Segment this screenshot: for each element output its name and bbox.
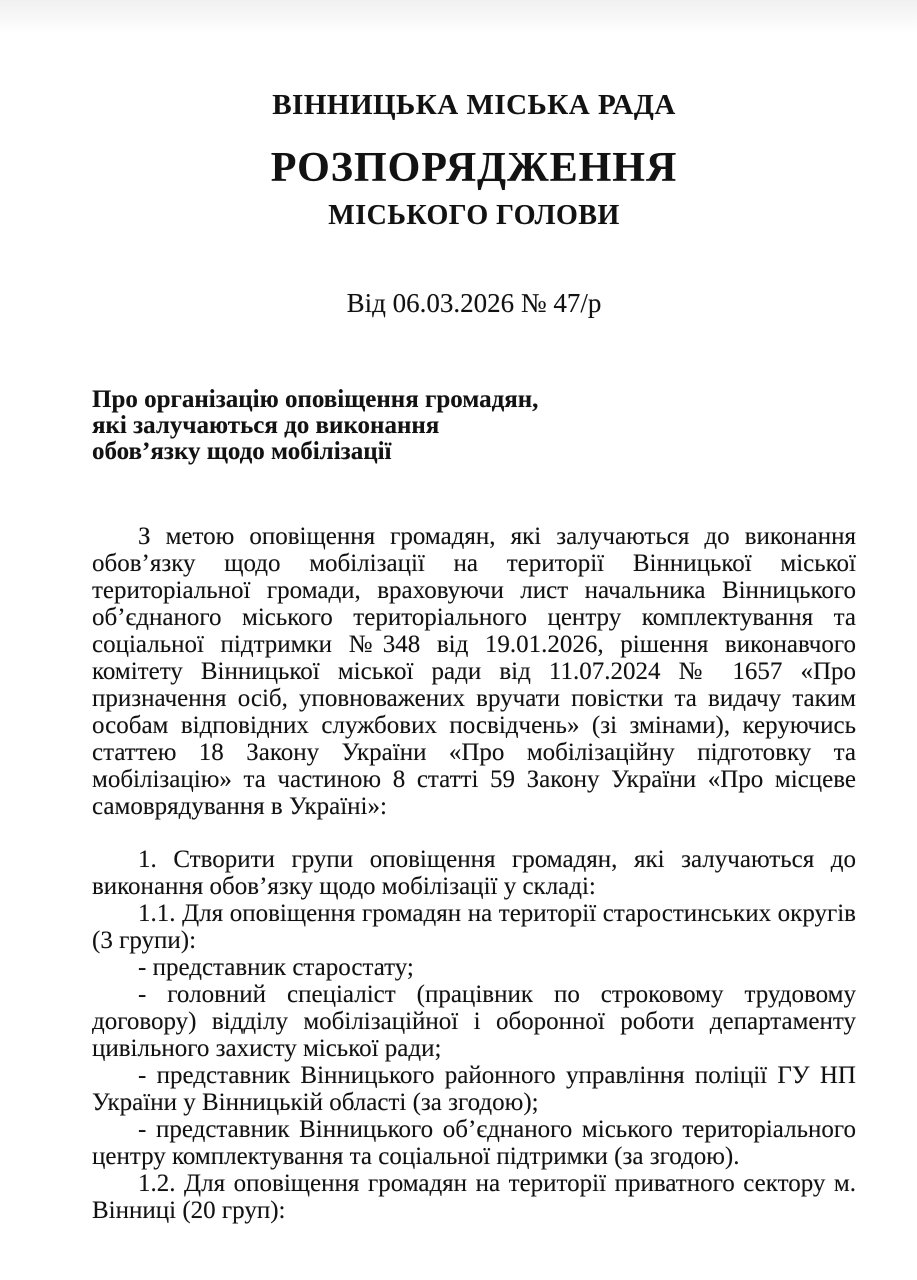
- date-and-number-line: Від 06.03.2026 № 47/р: [346, 288, 602, 318]
- subject-line-3: обов’язку щодо мобілізації: [92, 438, 392, 465]
- issuing-authority-title: ВІННИЦЬКА МІСЬКА РАДА: [272, 89, 676, 121]
- list-item-starosta-representative: - представник старостату;: [138, 954, 414, 981]
- subject-line-1: Про організацію оповіщення громадян,: [92, 386, 539, 413]
- subject-block: [92, 387, 856, 465]
- subject-line-2: які залучаються до виконання: [92, 412, 440, 439]
- document-type-title: РОЗПОРЯДЖЕННЯ: [270, 145, 678, 191]
- item-1-paragraph: 1. Створити групи оповіщення громадян, які залучаються до виконання обов’язку щодо мобілізації у складі:: [92, 846, 856, 900]
- document-body: [92, 523, 856, 1224]
- preamble-paragraph: З метою оповіщення громадян, які залучаються до виконання обов’язку щодо мобілізації на території Вінницької міської територіальної громади, враховуючи лист начальника Вінницького об’єднаного міського територіального центру комплектування та соціальної підтримки №348 від 19.01.2026, рішення виконавчого комітету Вінницької міської ради від 11.07.2024 № 1657 «Про призначення осіб, уповноважених вручати повістки та видачу таким особам відповідних службових посвідчень» (зі змінами), керуючись статтею 18 Закону України «Про мобілізаційну підготовку та мобілізацію» та частиною 8 статті 59 Закону України «Про місцеве самоврядування в Україні»:: [92, 523, 856, 820]
- item-1-2-paragraph: 1.2. Для оповіщення громадян на території приватного сектору м. Вінниці (20 груп):: [92, 1170, 856, 1224]
- list-item-recruitment-center-representative: - представник Вінницького об’єднаного міського територіального центру комплектування та соціальної підтримки (за згодою).: [92, 1116, 856, 1170]
- list-item-police-representative: - представник Вінницького районного управління поліції ГУ НП України у Вінницькій області (за згодою);: [92, 1062, 856, 1116]
- document-header: [92, 88, 856, 319]
- list-item-chief-specialist: - головний спеціаліст (працівник по строковому трудовому договору) відділу мобілізаційної і оборонної роботи департаменту цивільного захисту міської ради;: [92, 981, 856, 1062]
- item-1-1-paragraph: 1.1. Для оповіщення громадян на території старостинських округів (3 групи):: [92, 900, 856, 954]
- document-issuer-subtitle: МІСЬКОГО ГОЛОВИ: [328, 200, 620, 231]
